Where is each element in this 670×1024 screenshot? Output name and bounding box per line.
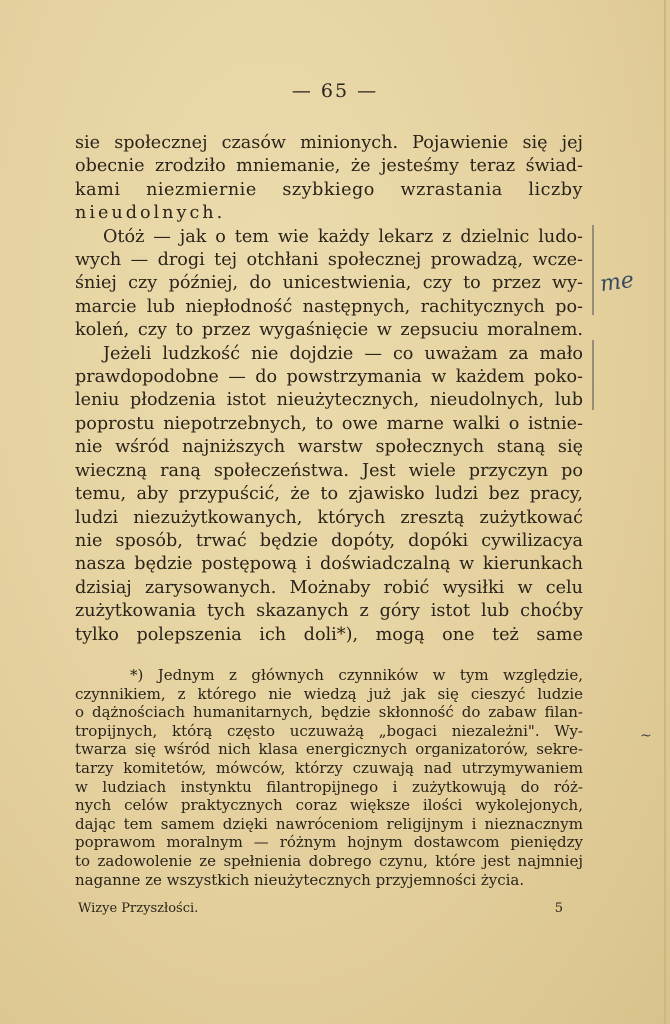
text-line: leniu płodzenia istot nieużytecznych, nieudolnych, lub — [75, 390, 583, 411]
text-line: dzisiaj zarysowanych. Możnaby robić wysiłki w celu — [75, 577, 583, 598]
text-line: wych — drogi tej otchłani społecznej prowadzą, wcze- — [75, 250, 583, 271]
footnote-separator — [75, 650, 583, 651]
footnote-line: nych celów praktycznych coraz większe ilości wykolejonych, — [75, 796, 583, 815]
footnote-line: naganne ze wszystkich nieużytecznych przyjemności życia. — [75, 870, 525, 889]
text-line: temu, aby przypuścić, że to zjawisko ludzi bez pracy, — [75, 484, 583, 505]
margin-bracket — [592, 225, 594, 315]
footnote-line: *) Jednym z głównych czynników w tym względzie, — [130, 666, 583, 684]
text-line: sie społecznej czasów minionych. Pojawienie się jej — [75, 133, 583, 153]
page-edge — [664, 0, 666, 1024]
footnote-line: czynnikiem, z którego nie wiedzą już jak się cieszyć ludzie — [75, 684, 583, 703]
footnote-line: o dążnościach humanitarnych, będzie skłonność do zabaw filan- — [75, 703, 583, 722]
text-line: nie wśród najniższych warstw społecznych staną się — [75, 437, 583, 458]
text-line: śniej czy później, do unicestwienia, czy to przez wy- — [75, 273, 583, 294]
footnote-line: to zadowolenie ze spełnienia dobrego czynu, które jest najmniej — [75, 851, 583, 870]
footnote-line: w ludziach instynktu filantropijnego i zużytkowują do róż- — [75, 777, 583, 796]
footnote — [75, 666, 583, 889]
footnote-line: twarza się wśród nich klasa energicznych organizatorów, sekre- — [75, 740, 583, 759]
text-line: tylko polepszenia ich doli*), mogą one też same — [75, 624, 583, 645]
footer-book-title: Wizye Przyszłości. — [78, 901, 199, 916]
text-line: marcie lub niepłodność następnych, rachitycznych po- — [75, 296, 583, 317]
text-line: obecnie zrodziło mniemanie, że jesteśmy teraz świad- — [75, 156, 583, 177]
text-line: koleń, czy to przez wygaśnięcie w zepsuciu moralnem. — [75, 320, 583, 341]
text-line: ludzi niezużytkowanych, których zresztą zużytkować — [75, 507, 583, 528]
footnote-line: tarzy komitetów, mówców, którzy czuwają nad utrzymywaniem — [75, 758, 583, 777]
footer-signature-number: 5 — [554, 901, 563, 916]
footnote-line: poprawom moralnym — różnym hojnym dostawcom pieniędzy — [75, 833, 583, 852]
text-line: nie sposób, trwać będzie dopóty, dopóki cywilizacya — [75, 530, 583, 551]
footnote-line: dając tem samem dzięki nawróceniom religijnym i nieznacznym — [75, 814, 583, 833]
text-line: nieudolnych. — [75, 203, 226, 224]
text-line: wieczną raną społeczeństwa. Jest wiele przyczyn po — [75, 460, 583, 481]
footnote-line: tropijnych, którą często uczuważą „bogaci niezależni". Wy- — [75, 721, 583, 740]
margin-mark: ~ — [640, 728, 652, 744]
text-line: prawdopodobne — do powstrzymania w każdem poko- — [75, 367, 583, 388]
text-line: kami niezmiernie szybkiego wzrastania liczby — [75, 179, 583, 200]
text-line: Jeżeli ludzkość nie dojdzie — co uważam za mało — [103, 343, 583, 364]
text-line: Otóż — jak o tem wie każdy lekarz z dzielnic ludo- — [103, 226, 583, 247]
text-line: poprostu niepotrzebnych, to owe marne walki o istnie- — [75, 413, 583, 434]
handwritten-margin-note: me — [598, 267, 636, 298]
text-line: zużytkowania tych skazanych z góry istot lub choćby — [75, 601, 583, 622]
main-text — [75, 132, 583, 647]
page-number: — 65 — — [291, 80, 379, 102]
page-footer — [78, 901, 563, 916]
margin-bracket — [592, 340, 594, 410]
text-line: nasza będzie postępową i doświadczalną w kierunkach — [75, 554, 583, 575]
